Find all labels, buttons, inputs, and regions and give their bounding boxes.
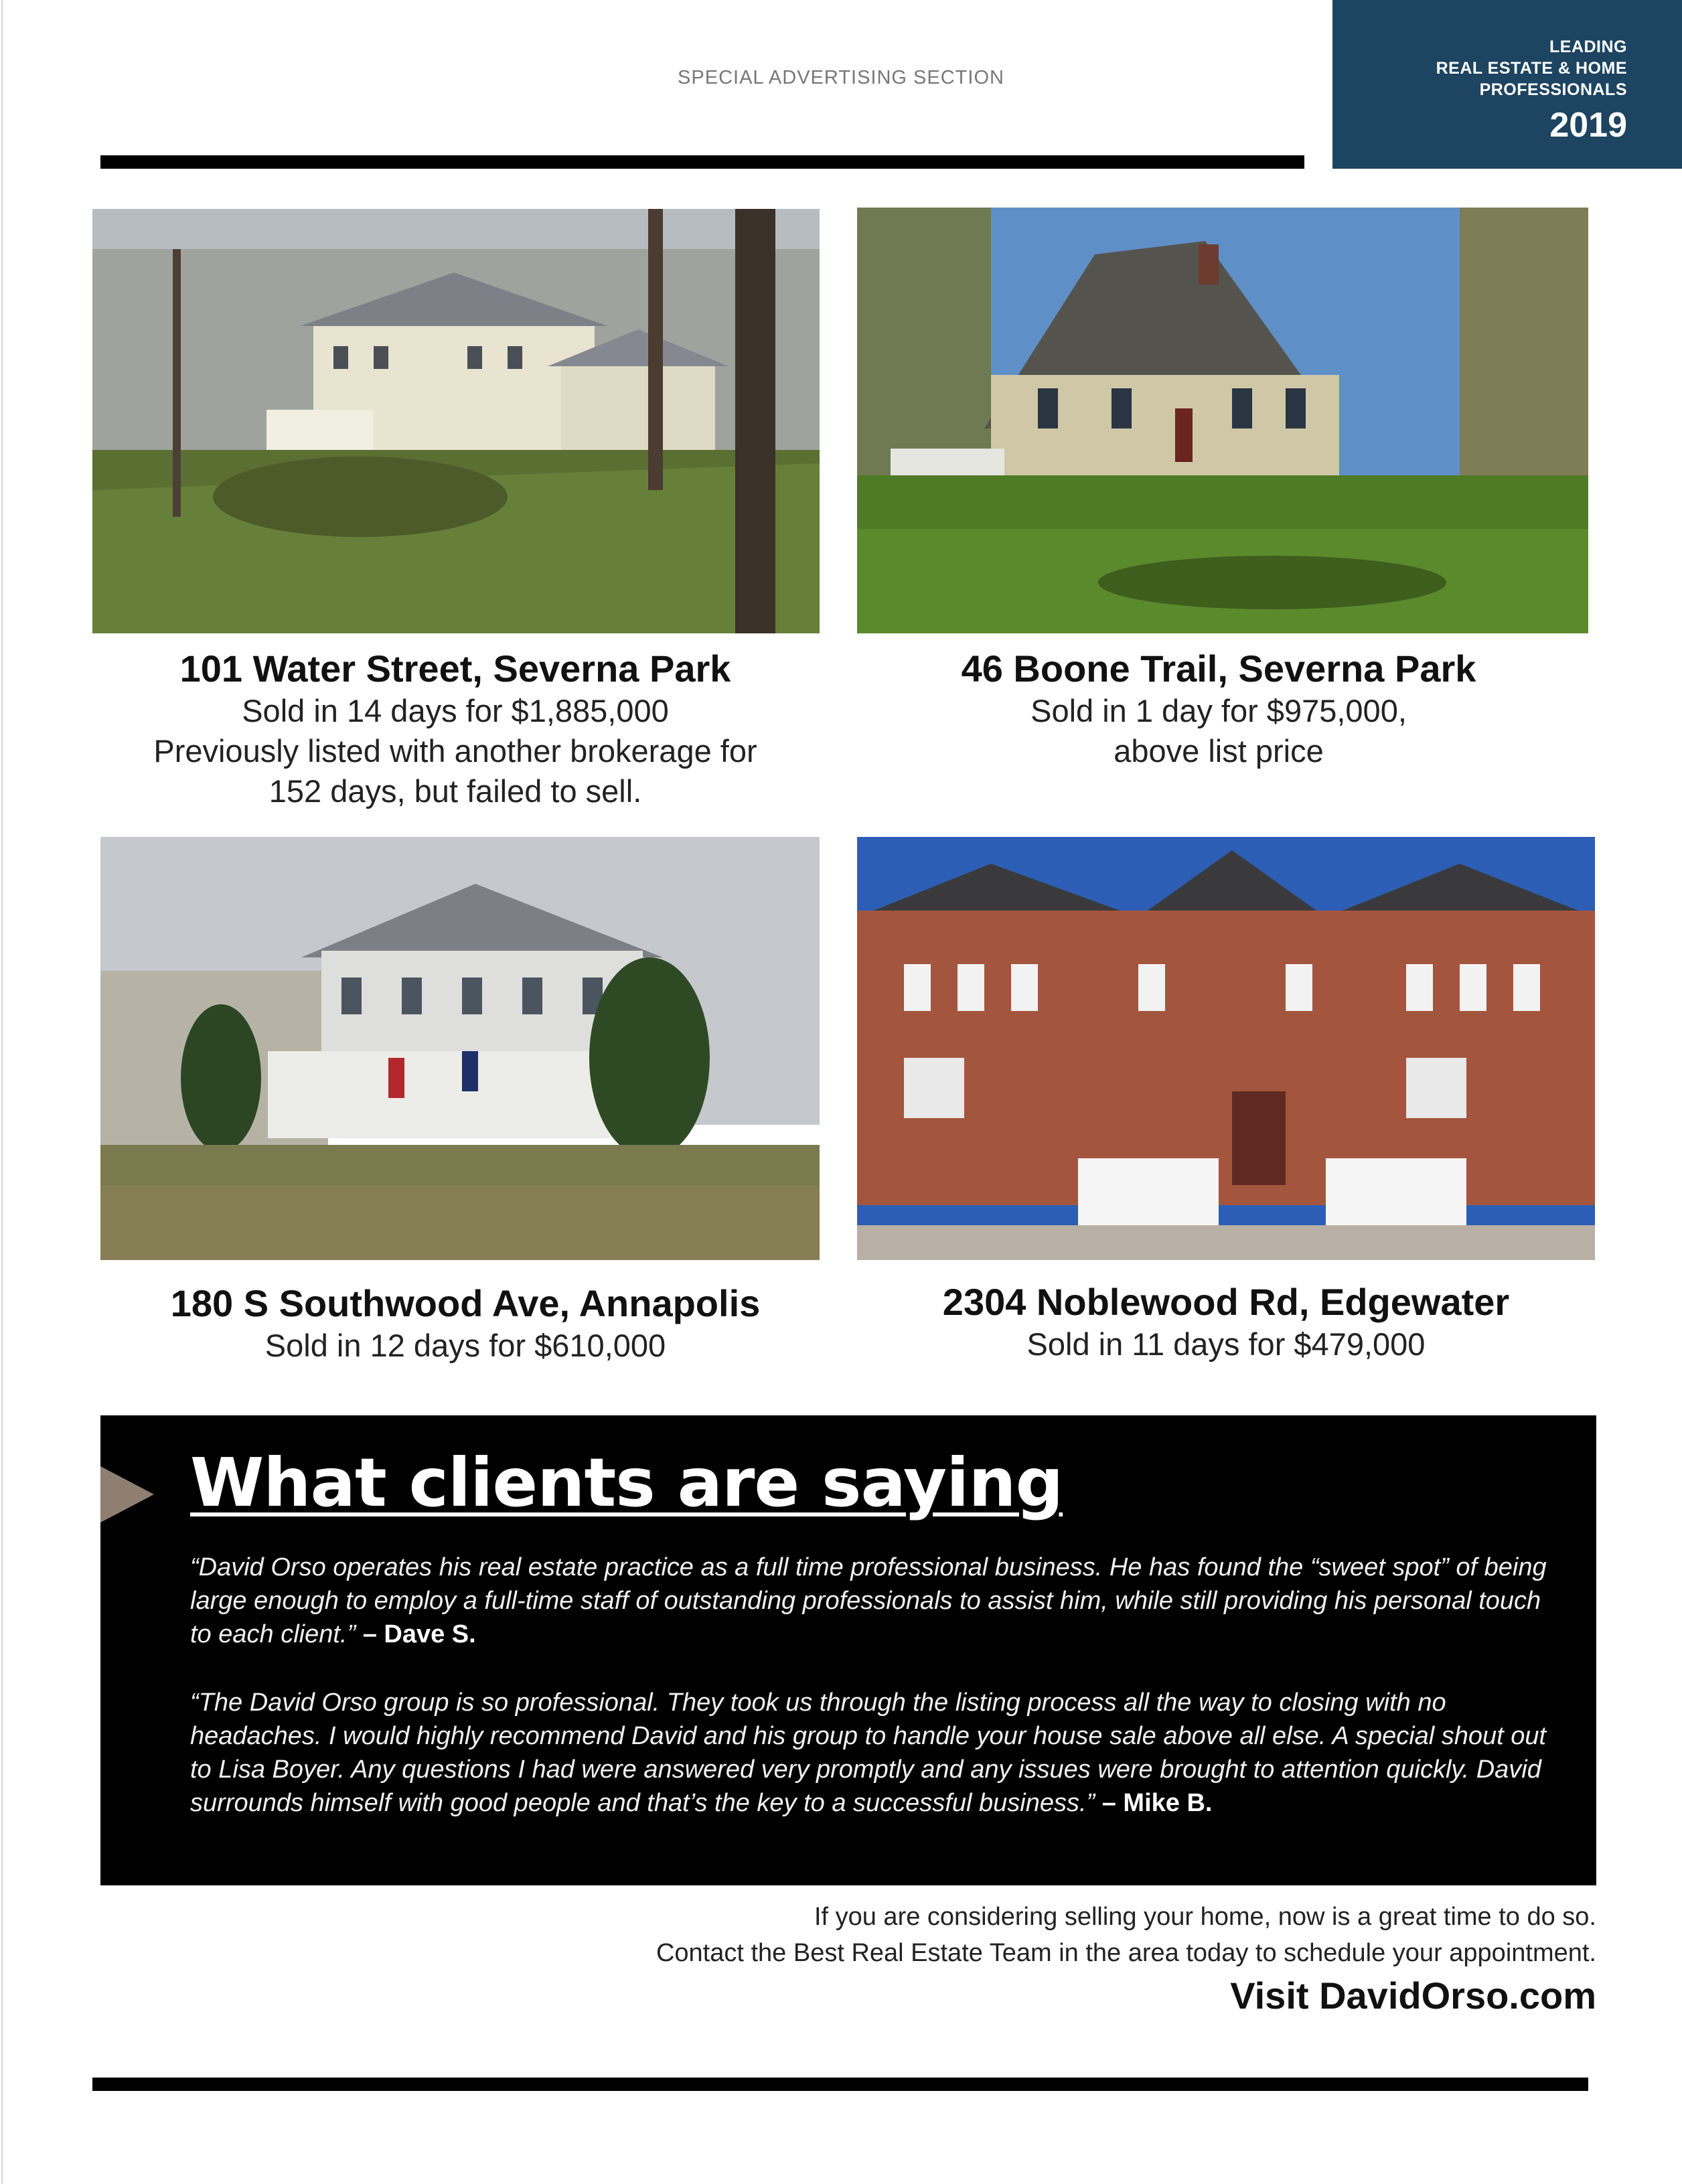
publication-badge bbox=[1332, 0, 1682, 169]
listing-address: 180 S Southwood Ave, Annapolis bbox=[170, 1282, 761, 1324]
house-photo-water-street bbox=[92, 209, 820, 633]
listing-detail: above list price bbox=[1114, 733, 1324, 769]
play-arrow-icon bbox=[100, 1466, 154, 1523]
listing-detail: Sold in 14 days for $1,885,000 bbox=[242, 693, 669, 728]
listing-address: 2304 Noblewood Rd, Edgewater bbox=[942, 1281, 1510, 1323]
listing-detail: Sold in 11 days for $479,000 bbox=[1026, 1326, 1426, 1362]
listing-address: 46 Boone Trail, Severna Park bbox=[961, 647, 1476, 690]
cta-line-1: If you are considering selling your home, now is a great time to do so. bbox=[814, 1903, 1596, 1931]
listing-caption-3 bbox=[100, 1281, 830, 1366]
page-edge-rule bbox=[1, 0, 3, 2184]
quote-text: “The David Orso group is so professional. They took us through the listing process all the way to closing with no headaches. I would highly recommend David and his group to handle your house sale above all else. A special shout out to Lisa Boyer. Any questions I had were answered very promptly and any issues were brought to attention quickly. David surrounds himself with good people and that’s the key to a successful business.” bbox=[190, 1689, 1547, 1817]
quote-author: – Dave S. bbox=[362, 1620, 476, 1648]
quote-text: “David Orso operates his real estate practice as a full time professional business. He has found the “sweet spot” of being large enough to employ a full-time staff of outstanding professionals to assist him, while still providing his personal touch to each client.” bbox=[190, 1553, 1547, 1648]
house-photo-noblewood-rd bbox=[857, 837, 1595, 1260]
top-divider bbox=[100, 155, 1304, 169]
house-photo-southwood-ave bbox=[100, 837, 820, 1260]
listing-address: 101 Water Street, Severna Park bbox=[179, 647, 731, 690]
listing-detail: Previously listed with another brokerage for bbox=[153, 733, 757, 769]
listing-caption-1 bbox=[100, 647, 810, 811]
listing-detail: Sold in 12 days for $610,000 bbox=[264, 1328, 666, 1363]
listing-detail: Sold in 1 day for $975,000, bbox=[1030, 693, 1407, 728]
house-photo-boone-trail bbox=[857, 208, 1588, 633]
testimonial-quote-2 bbox=[190, 1686, 1563, 1820]
testimonials-heading: What clients are saying bbox=[190, 1444, 1063, 1522]
listing-caption-4 bbox=[857, 1280, 1595, 1364]
badge-year: 2019 bbox=[1549, 106, 1627, 145]
bottom-divider bbox=[92, 2078, 1588, 2091]
section-label: SPECIAL ADVERTISING SECTION bbox=[678, 67, 1004, 88]
quote-author: – Mike B. bbox=[1101, 1789, 1213, 1817]
website-link[interactable]: Visit DavidOrso.com bbox=[1230, 1974, 1596, 2017]
call-to-action bbox=[656, 1899, 1596, 2021]
badge-line-3: PROFESSIONALS bbox=[1479, 80, 1627, 99]
cta-line-2: Contact the Best Real Estate Team in the area today to schedule your appointment. bbox=[656, 1939, 1596, 1967]
badge-line-2: REAL ESTATE & HOME bbox=[1436, 59, 1627, 78]
listing-detail: 152 days, but failed to sell. bbox=[269, 773, 642, 809]
badge-line-1: LEADING bbox=[1549, 37, 1627, 56]
listing-caption-2 bbox=[857, 647, 1580, 771]
testimonial-quote-1 bbox=[190, 1551, 1563, 1651]
